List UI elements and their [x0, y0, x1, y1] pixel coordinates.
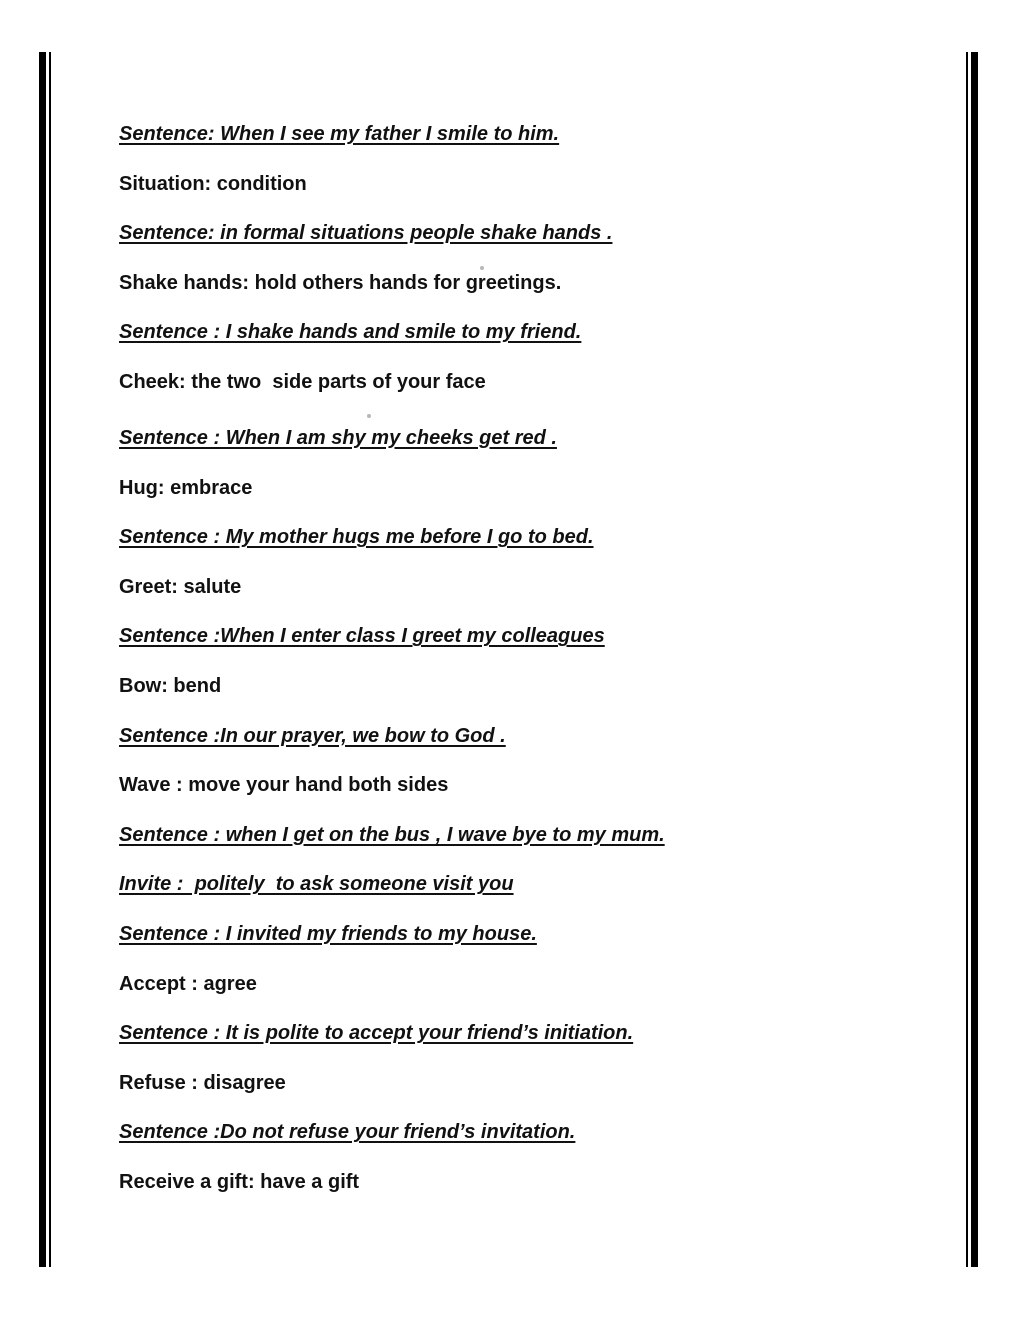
- example-sentence: Sentence : It is polite to accept your friend’s initiation.: [119, 1022, 634, 1045]
- vocabulary-definition: Invite : politely to ask someone visit you: [119, 873, 514, 896]
- vocabulary-definition: Accept : agree: [119, 972, 257, 995]
- vocabulary-definition: Bow: bend: [119, 674, 222, 697]
- vocabulary-definition: Wave : move your hand both sides: [119, 774, 449, 797]
- page-border-right: [966, 52, 980, 1267]
- example-sentence: Sentence : My mother hugs me before I go to bed.: [119, 526, 594, 549]
- example-sentence: Sentence :Do not refuse your friend’s invitation.: [119, 1121, 576, 1144]
- page-border-left: [39, 52, 53, 1267]
- example-sentence: Sentence: When I see my father I smile to him.: [119, 123, 560, 145]
- vocabulary-definition: Cheek: the two side parts of your face: [119, 370, 486, 393]
- vocabulary-definition: Receive a gift: have a gift: [119, 1170, 360, 1193]
- vocabulary-definition: Refuse : disagree: [119, 1071, 286, 1094]
- example-sentence: Sentence: in formal situations people shake hands .: [119, 222, 613, 245]
- vocabulary-definition: Situation: condition: [119, 172, 307, 195]
- vocabulary-definition: Hug: embrace: [119, 476, 253, 499]
- vocabulary-definition: Greet: salute: [119, 575, 242, 598]
- example-sentence: Sentence : I invited my friends to my house.: [119, 922, 537, 945]
- example-sentence: Sentence : when I get on the bus , I wave bye to my mum.: [119, 823, 665, 846]
- border-thin-line: [966, 52, 968, 1267]
- example-sentence: Sentence :When I enter class I greet my colleagues: [119, 625, 605, 648]
- border-thick-line: [39, 52, 46, 1267]
- border-thick-line: [971, 52, 978, 1267]
- border-thin-line: [49, 52, 51, 1267]
- vocabulary-definition: Shake hands: hold others hands for greetings.: [119, 271, 562, 294]
- example-sentence: Sentence : I shake hands and smile to my friend.: [119, 321, 582, 344]
- example-sentence: Sentence : When I am shy my cheeks get red .: [119, 426, 557, 449]
- vocabulary-list: [119, 118, 949, 1215]
- example-sentence: Sentence :In our prayer, we bow to God .: [119, 724, 506, 747]
